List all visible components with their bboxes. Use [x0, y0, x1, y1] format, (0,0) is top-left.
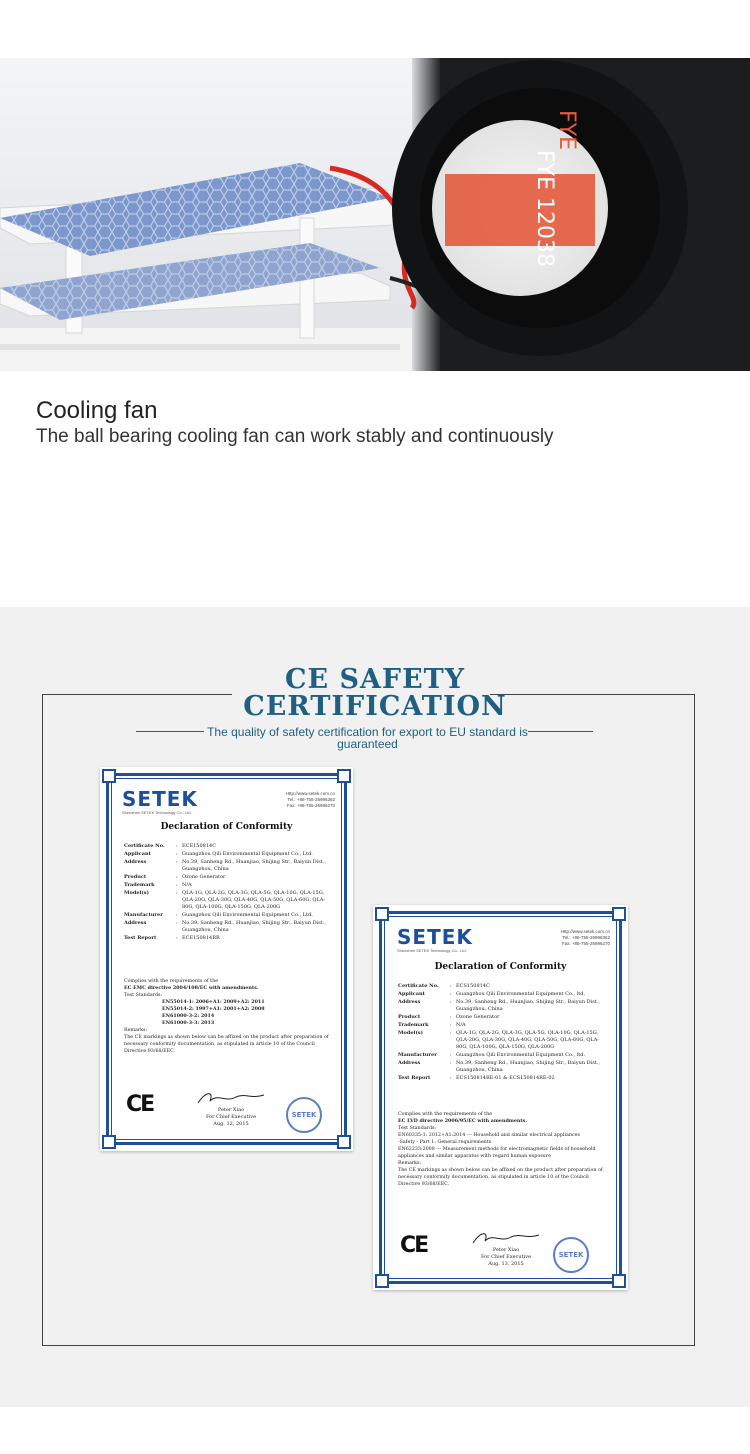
certificate-field-row [124, 920, 332, 934]
field-value: Ozone Generator [182, 874, 226, 880]
field-colon: : [176, 935, 178, 941]
test-standard-item: EN60335-1: 2012+A1:2014 --- Household and similar electrical appliances [398, 1133, 580, 1138]
subtitle-divider-right [528, 731, 593, 732]
signature-image [471, 1229, 541, 1247]
field-colon: : [450, 983, 452, 989]
certificate-field-row [398, 1060, 608, 1074]
field-colon: : [450, 1060, 452, 1066]
test-standard-item: -Safety - Part 1: General requirements [398, 1140, 492, 1145]
certification-subtitle-line1: The quality of safety certification for export to EU standard is [207, 725, 528, 739]
contact-info: Http://www.setek.com.cn Tel.: +86-755-26996362 Fax: +86-755-26996270 [560, 929, 610, 946]
field-colon: : [450, 999, 452, 1005]
product-photo [0, 58, 750, 371]
field-label: Manufacturer [124, 912, 163, 918]
field-colon: : [450, 1014, 452, 1020]
test-standard-item: EN55014-2: 1997+A1: 2001+A2: 2008 [162, 1006, 265, 1012]
field-label: Address [124, 920, 147, 926]
compliance-statement: Complies with the requirements of the EC EMC directive 2004/108/EC with amendments. Test Standards: EN55014-1: 2006+A1: 2009+A2: 2011 EN55014-2: 1997+A1: 2001+A2: 2008 EN61000-3-2: 2014 EN61000-3-3: 2013 Remarks: The CE markings as shown below can be affixed on the product after preparation of necessary conformity documentation, as stipulated in article 10 of the Council Directive 93/68/EEC. [124, 978, 332, 1055]
field-label: Test Report [398, 1075, 431, 1081]
certificate-field-row [398, 1022, 608, 1029]
setek-logo: SETEK [122, 787, 198, 811]
certificate-field-row [398, 999, 608, 1013]
field-value: ECE150814RR [182, 935, 220, 941]
contact-info: Http://www.setek.com.cn Tel.: +86-755-26996362 Fax: +86-755-26996270 [285, 791, 335, 808]
field-label: Certificate No. [124, 843, 165, 849]
field-colon: : [176, 851, 178, 857]
subtitle-divider-left [136, 731, 204, 732]
certificate-field-row [124, 912, 332, 919]
setek-logo: SETEK [397, 925, 473, 949]
field-colon: : [450, 1022, 452, 1028]
test-standard-item: EN61000-3-2: 2014 [162, 1013, 215, 1019]
field-label: Applicant [124, 851, 151, 857]
field-value: No.39, Sanheng Rd., Huanjiao, Shijing Str., Baiyun Dist., Guangzhou, China [456, 1060, 600, 1073]
field-colon: : [450, 991, 452, 997]
ce-mark: CE [126, 1092, 154, 1117]
field-value: No.39, Sanheng Rd., Huanjiao, Shijing Str., Baiyun Dist., Guangzhou, China [456, 999, 600, 1012]
certificate-field-row [398, 1014, 608, 1021]
field-value: N/A [182, 882, 192, 888]
field-value: Ozone Generator [456, 1014, 500, 1020]
certificate-field-row [124, 851, 332, 858]
field-value: Guangzhou Qili Environmental Equipment Co., Ltd. [182, 851, 313, 857]
field-label: Trademark [398, 1022, 429, 1028]
field-colon: : [176, 912, 178, 918]
test-standards [398, 1132, 608, 1160]
ce-mark: CE [400, 1233, 428, 1258]
certificate-field-row [398, 1075, 608, 1082]
certificate-field-row [398, 991, 608, 998]
feature-title: Cooling fan [36, 397, 158, 424]
field-value: ECE150814C [182, 843, 217, 849]
certificate-lvd [373, 905, 628, 1290]
certificate-field-row [124, 874, 332, 881]
company-seal: SETEK [553, 1237, 589, 1273]
certification-subtitle-line2: guaranteed [337, 737, 398, 751]
field-colon: : [450, 1030, 452, 1036]
field-colon: : [176, 874, 178, 880]
certificate-fields [124, 843, 332, 943]
fan-brand-label: FYE [554, 110, 579, 150]
field-value: QLA-1G, QLA-2G, QLA-3G, QLA-5G, QLA-10G, QLA-15G, QLA-20G, QLA-30G, QLA-40G, QLA-50G, QLA-60G, QLA-80G, QLA-100G, QLA-150G, QLA-200G [456, 1030, 600, 1050]
field-colon: : [176, 843, 178, 849]
certificate-field-row [398, 1030, 608, 1051]
field-value: No.39, Sanheng Rd., Huanjiao, Shijing Str., Baiyun Dist., Guangzhou, China [182, 920, 326, 933]
certificate-field-row [124, 843, 332, 850]
field-value: QLA-1G, QLA-2G, QLA-3G, QLA-5G, QLA-10G, QLA-15G, QLA-20G, QLA-30G, QLA-40G, QLA-50G, QLA-60G, QLA-80G, QLA-100G, QLA-150G, QLA-200G [182, 890, 326, 910]
company-seal: SETEK [286, 1097, 322, 1133]
certification-section [0, 607, 750, 1407]
certificate-emc [100, 767, 353, 1151]
test-standards [124, 999, 332, 1027]
ozone-plate-and-fan-image [0, 58, 750, 371]
field-label: Trademark [124, 882, 155, 888]
field-value: Guangzhou Qili Environmental Equipment Co., Ltd. [182, 912, 313, 918]
field-label: Address [398, 1060, 421, 1066]
field-label: Product [124, 874, 147, 880]
compliance-statement: Complies with the requirements of the EC LVD directive 2006/95/EC with amendments. Test Standards: EN60335-1: 2012+A1:2014 --- Household and similar electrical appliances -Safety - Part 1: General requirements EN62233:2008 --- Measurement methods for electromagnetic fields of household appliances and similar apparatus with regard human exposure Remarks: The CE markings as shown below can be affixed on the product after preparation of necessary conformity documentation, as stipulated in article 10 of the Council Directive 93/68/EEC. [398, 1111, 608, 1188]
test-standard-item: EN61000-3-3: 2013 [162, 1020, 215, 1026]
setek-logo-subtitle: Shenzhen SETEK Technology Co., Ltd. [122, 810, 192, 815]
field-colon: : [176, 890, 178, 896]
declaration-title: Declaration of Conformity [434, 962, 567, 972]
declaration-title: Declaration of Conformity [160, 822, 293, 832]
field-value: ECS150814C [456, 983, 490, 989]
certificate-fields [398, 983, 608, 1083]
certificate-field-row [398, 1052, 608, 1059]
certification-subtitle [205, 726, 530, 750]
certificate-field-row [398, 983, 608, 990]
certification-heading-line1: CE SAFETY [284, 664, 466, 695]
field-colon: : [450, 1052, 452, 1058]
certificate-field-row [124, 935, 332, 942]
test-standard-item: EN62233:2008 --- Measurement methods for electromagnetic fields of household appliances and similar apparatus with regard human exposure [398, 1147, 596, 1159]
feature-description: The ball bearing cooling fan can work stably and continuously [36, 426, 554, 447]
certificate-field-row [124, 890, 332, 911]
field-value: N/A [456, 1022, 466, 1028]
field-value: Guangzhou Qili Environmental Equipment Co., ltd. [456, 991, 586, 997]
signature-block: Peter Xiao For Chief Executive Aug. 13, 2015 [480, 1247, 532, 1267]
field-label: Address [398, 999, 421, 1005]
field-value: ECS150814RE-01 & ECS150814RE-02 [456, 1075, 555, 1081]
certificate-field-row [124, 882, 332, 889]
signature-image [196, 1089, 266, 1107]
field-label: Applicant [398, 991, 425, 997]
field-label: Model(s) [124, 890, 149, 896]
field-label: Address [124, 859, 147, 865]
field-colon: : [450, 1075, 452, 1081]
field-colon: : [176, 920, 178, 926]
certificate-field-row [124, 859, 332, 873]
field-label: Model(s) [398, 1030, 423, 1036]
field-colon: : [176, 859, 178, 865]
field-label: Certificate No. [398, 983, 439, 989]
setek-logo-subtitle: Shenzhen SETEK Technology Co., Ltd. [397, 948, 467, 953]
field-label: Test Report [124, 935, 157, 941]
fan-model-label: FYE 12038 [532, 150, 557, 267]
field-value: No.39, Sanheng Rd., Huanjiao, Shijing Str., Baiyun Dist., Guangzhou, China [182, 859, 326, 872]
field-label: Product [398, 1014, 421, 1020]
certification-heading-line2: CERTIFICATION [243, 691, 507, 722]
field-value: Guangzhou Qili Environmental Equipment Co., ltd. [456, 1052, 586, 1058]
field-colon: : [176, 882, 178, 888]
signature-block: Peter Xiao For Chief Executive Aug. 12, 2015 [205, 1107, 257, 1127]
field-label: Manufacturer [398, 1052, 437, 1058]
test-standard-item: EN55014-1: 2006+A1: 2009+A2: 2011 [162, 999, 265, 1005]
